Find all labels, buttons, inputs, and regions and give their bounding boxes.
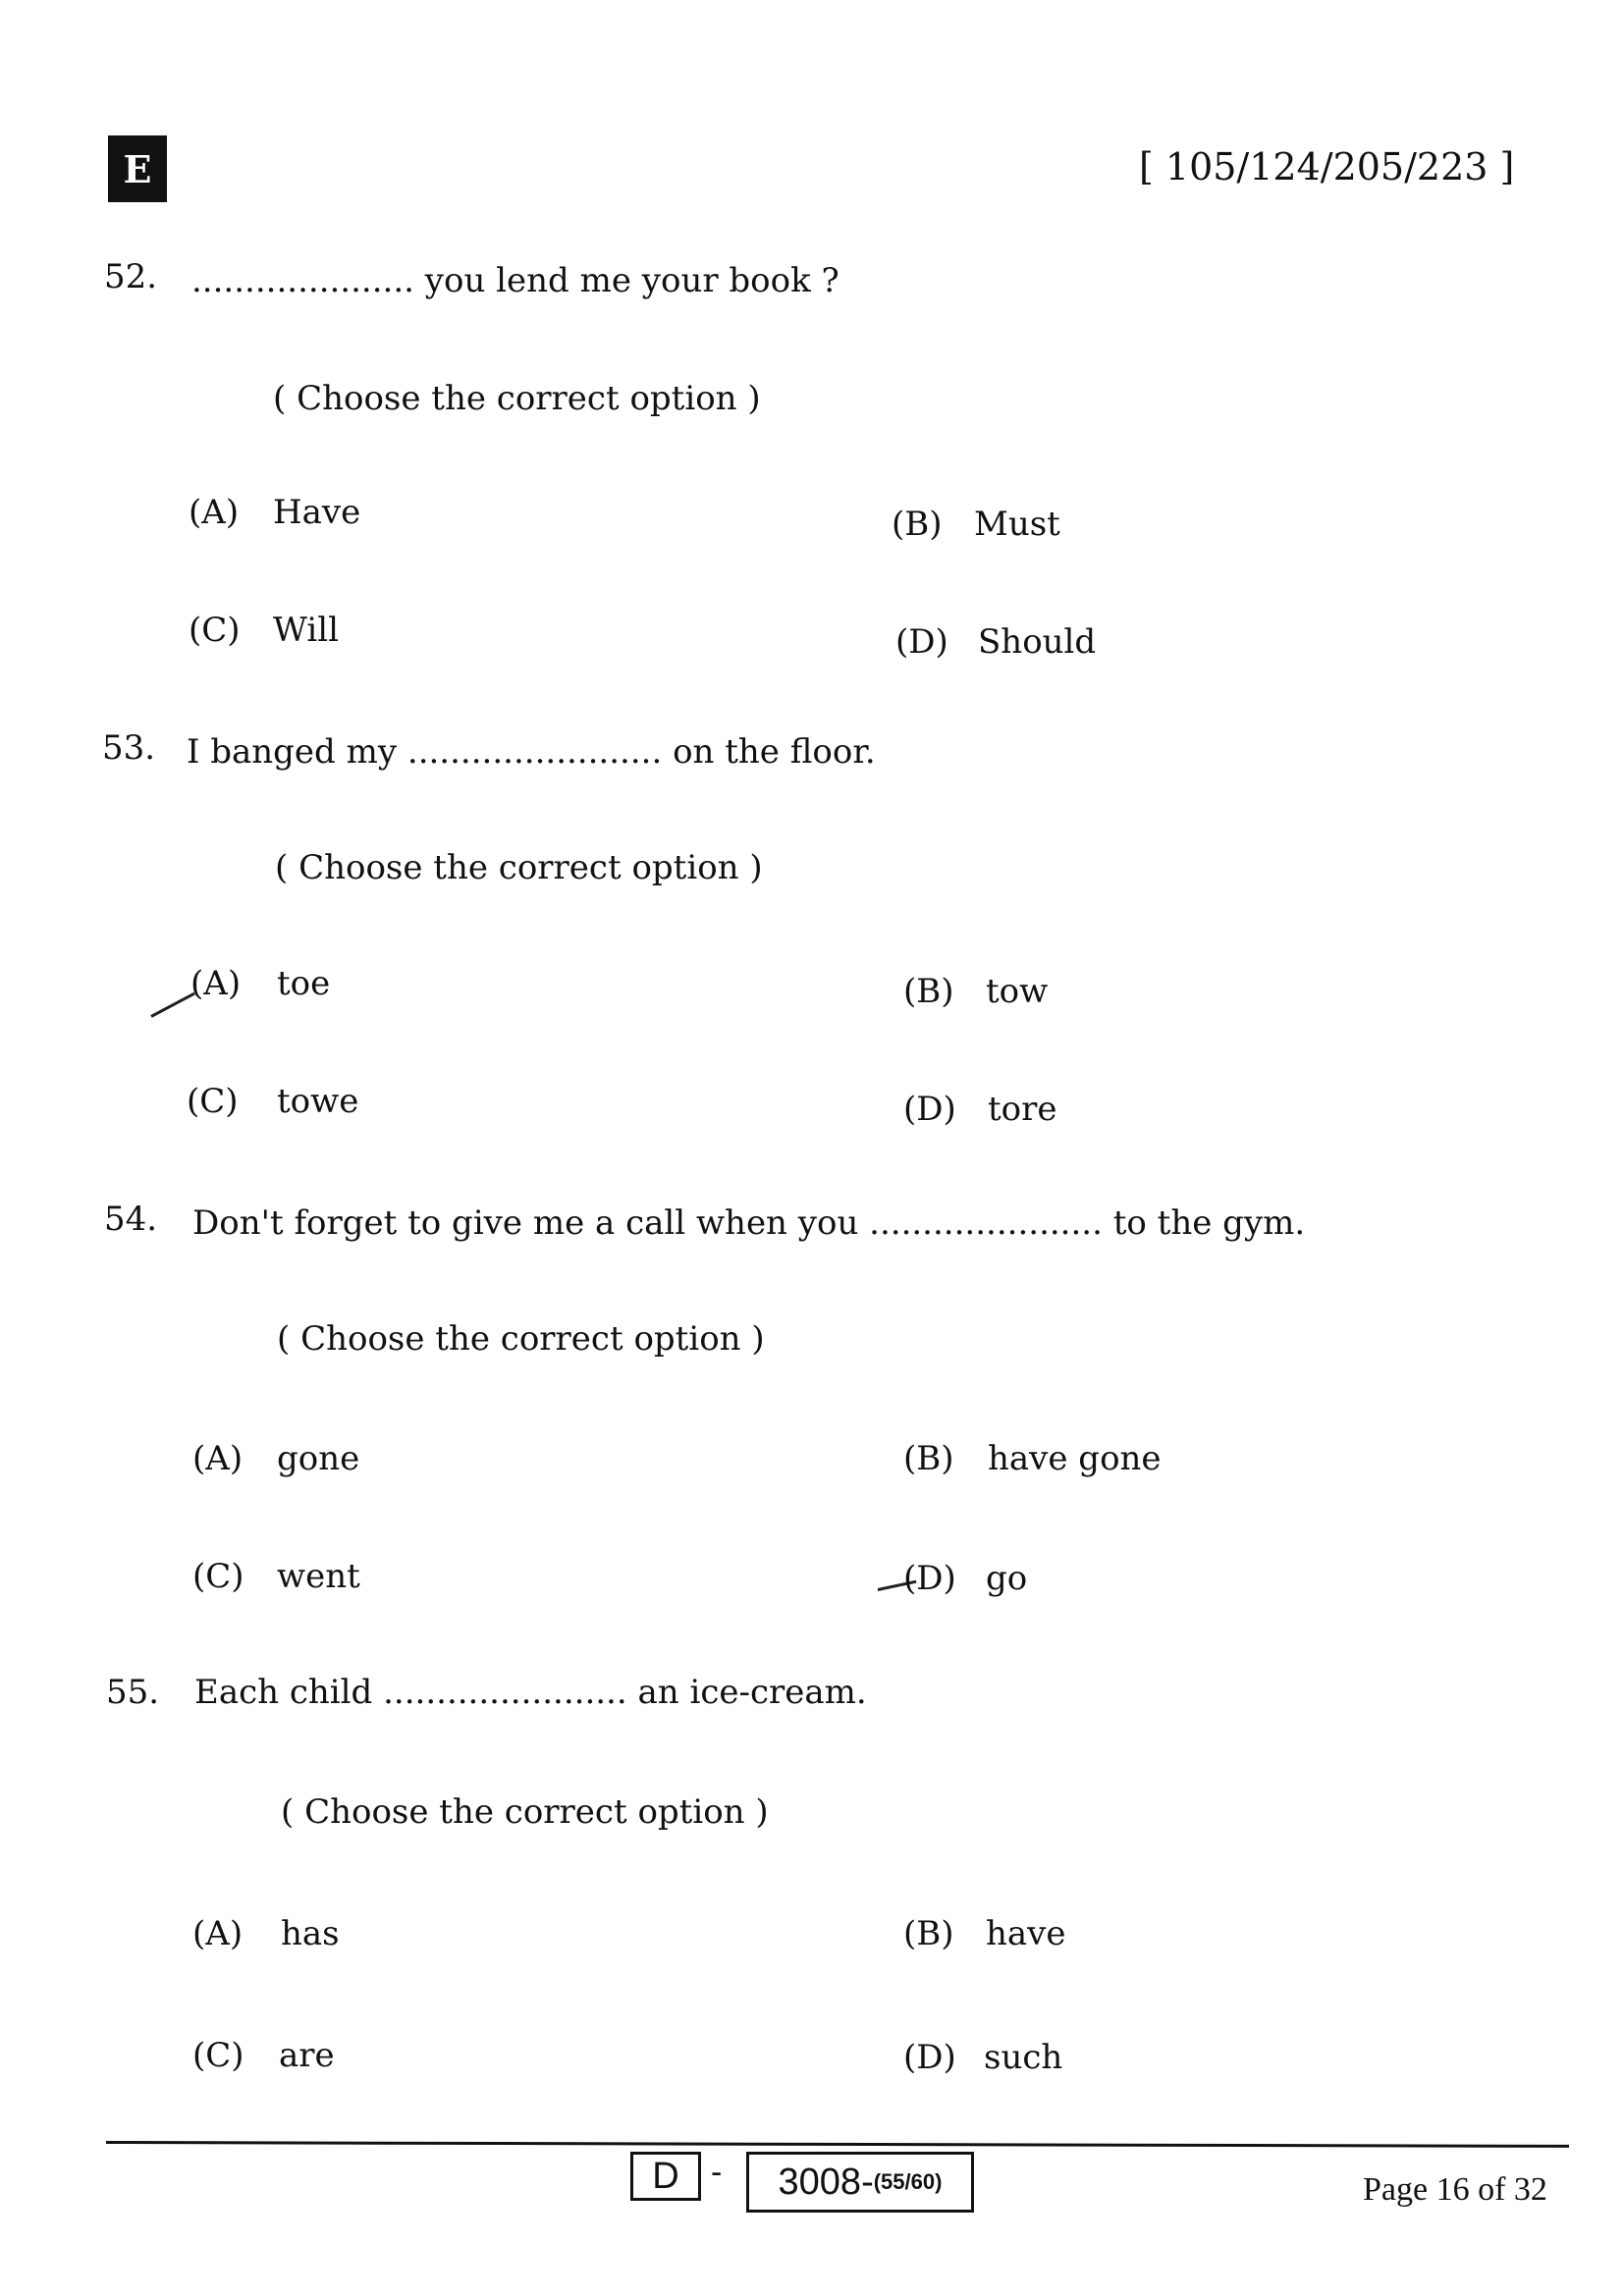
question-number: 54. — [104, 1200, 158, 1239]
booklet-code: 3008- — [778, 2161, 874, 2203]
option-text: such — [984, 2038, 1063, 2077]
series-box: D — [630, 2152, 701, 2201]
page-number: Page 16 of 32 — [1363, 2171, 1547, 2208]
option-label: (D) — [895, 622, 948, 662]
option-text: tore — [988, 1090, 1057, 1129]
question-text: Each child ....................... an ice-cream. — [194, 1673, 867, 1712]
option-text: Must — [974, 505, 1060, 544]
option-label: (C) — [192, 2036, 244, 2075]
option-text: Have — [273, 493, 361, 532]
booklet-code-box — [746, 2152, 974, 2213]
option-text: went — [277, 1557, 360, 1596]
option-label: (A) — [190, 964, 242, 1003]
question-instruction: ( Choose the correct option ) — [277, 1319, 765, 1359]
option-label: (B) — [903, 1914, 954, 1953]
option-text: tow — [986, 972, 1049, 1011]
option-text: towe — [277, 1082, 359, 1121]
option-text: have — [986, 1914, 1066, 1953]
option-text: gone — [277, 1439, 360, 1478]
footer-rule — [106, 2141, 1569, 2148]
option-label: (B) — [892, 505, 943, 544]
question-number: 55. — [106, 1673, 160, 1712]
pen-tick-mark — [150, 992, 195, 1018]
option-text: toe — [277, 964, 331, 1003]
paper-codes: [ 105/124/205/223 ] — [1139, 145, 1515, 188]
booklet-code-suffix: (55/60) — [873, 2169, 943, 2194]
option-label: (B) — [903, 1439, 954, 1478]
question-instruction: ( Choose the correct option ) — [281, 1792, 769, 1832]
option-text: Should — [978, 622, 1097, 662]
option-text: go — [986, 1559, 1028, 1598]
option-label: (B) — [903, 972, 954, 1011]
question-text: Don't forget to give me a call when you ...................... to the gym. — [192, 1203, 1306, 1243]
set-badge: E — [108, 135, 167, 202]
question-text: ..................... you lend me your book ? — [191, 261, 839, 300]
option-text: have gone — [988, 1439, 1162, 1478]
question-number: 53. — [102, 728, 156, 768]
option-label: (A) — [192, 1914, 244, 1953]
option-label: (D) — [903, 2038, 956, 2077]
option-text: are — [279, 2036, 335, 2075]
option-text: Will — [273, 611, 339, 650]
option-label: (A) — [192, 1439, 244, 1478]
option-label: (C) — [187, 1082, 239, 1121]
footer-dash: - — [711, 2154, 723, 2191]
option-label: (C) — [189, 611, 241, 650]
question-instruction: ( Choose the correct option ) — [273, 379, 761, 418]
question-text: I banged my ........................ on the floor. — [187, 732, 876, 772]
question-number: 52. — [104, 257, 158, 296]
option-label: (D) — [903, 1090, 956, 1129]
option-label: (A) — [189, 493, 240, 532]
option-label: (C) — [192, 1557, 244, 1596]
option-label: (D) — [903, 1559, 956, 1598]
question-instruction: ( Choose the correct option ) — [275, 848, 763, 887]
option-text: has — [281, 1914, 340, 1953]
